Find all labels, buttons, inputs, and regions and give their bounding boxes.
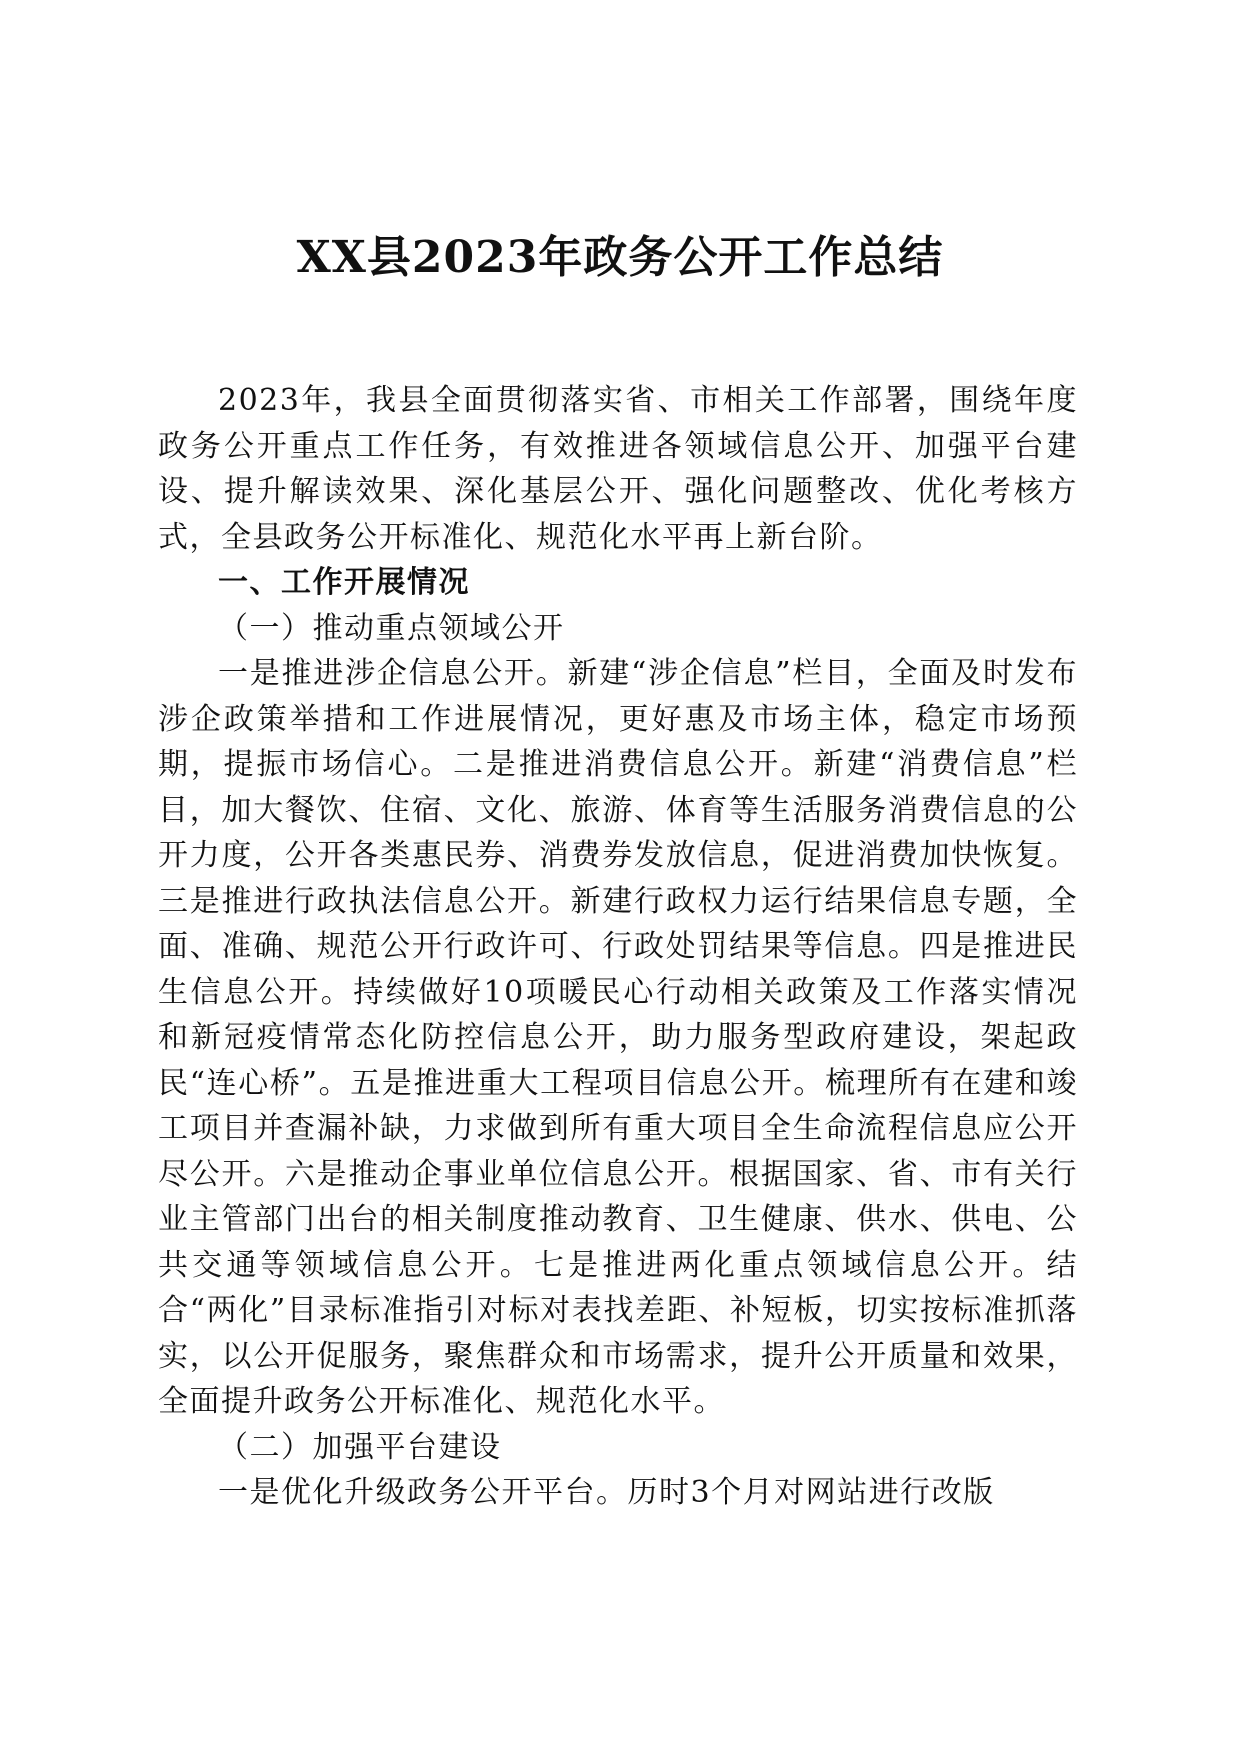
subsection-heading-1: （一）推动重点领域公开 xyxy=(218,610,565,646)
subsection-heading-2: （二）加强平台建设 xyxy=(218,1429,502,1465)
document-title: XX县2023年政务公开工作总结 xyxy=(296,232,944,283)
section-heading-1: 一、工作开展情况 xyxy=(218,565,470,600)
document-body xyxy=(158,378,1078,1516)
intro-paragraph: 2023年，我县全面贯彻落实省、市相关工作部署，围绕年度政务公开重点工作任务，有效推进各领域信息公开、加强平台建设、提升解读效果、深化基层公开、强化问题整改、优化考核方式，全县政务公开标准化、规范化水平再上新台阶。 xyxy=(158,383,1078,555)
subsection-1-paragraph: 一是推进涉企信息公开。新建“涉企信息”栏目，全面及时发布涉企政策举措和工作进展情况，更好惠及市场主体，稳定市场预期，提振市场信心。二是推进消费信息公开。新建“消费信息”栏目，加大餐饮、住宿、文化、旅游、体育等生活服务消费信息的公开力度，公开各类惠民券、消费券发放信息，促进消费加快恢复。三是推进行政执法信息公开。新建行政权力运行结果信息专题，全面、准确、规范公开行政许可、行政处罚结果等信息。四是推进民生信息公开。持续做好10项暖民心行动相关政策及工作落实情况和新冠疫情常态化防控信息公开，助力服务型政府建设，架起政民“连心桥”。五是推进重大工程项目信息公开。梳理所有在建和竣工项目并查漏补缺，力求做到所有重大项目全生命流程信息应公开尽公开。六是推动企事业单位信息公开。根据国家、省、市有关行业主管部门出台的相关制度推动教育、卫生健康、供水、供电、公共交通等领域信息公开。七是推进两化重点领域信息公开。结合“两化”目录标准指引对标对表找差距、补短板，切实按标准抓落实，以公开促服务，聚焦群众和市场需求，提升公开质量和效果，全面提升政务公开标准化、规范化水平。 xyxy=(158,656,1078,1419)
subsection-2-paragraph: 一是优化升级政务公开平台。历时3个月对网站进行改版 xyxy=(218,1475,995,1510)
